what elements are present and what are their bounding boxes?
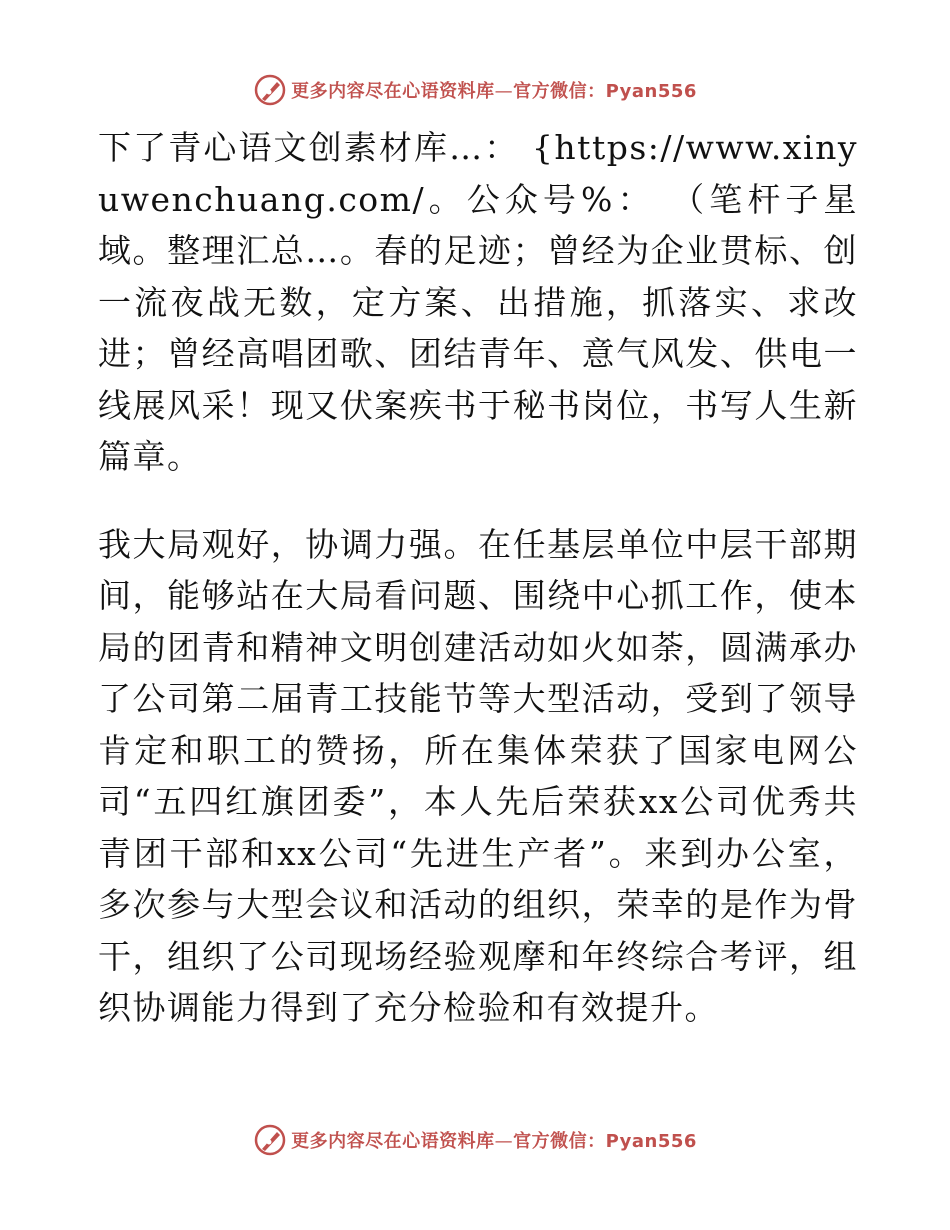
- header-watermark-banner: [0, 72, 950, 108]
- banner-wechat-label: 官方微信：: [513, 81, 606, 102]
- pen-logo-icon: [253, 1123, 287, 1157]
- document-body: [98, 122, 858, 1034]
- banner-handle: Pyan556: [605, 1131, 697, 1152]
- banner-handle: Pyan556: [605, 81, 697, 102]
- footer-watermark-banner: [0, 1122, 950, 1158]
- banner-main-text: 更多内容尽在心语资料库: [291, 1131, 495, 1152]
- paragraph-1: 下了青心语文创素材库…： {https://www.xinyuwenchuang.com/。公众号%： （笔杆子星域。整理汇总…。春的足迹；曾经为企业贯标、创一流夜战无数，定方案、出措施，抓落实、求改进；曾经高唱团歌、团结青年、意气风发、供电一线展风采！现又伏案疾书于秘书岗位，书写人生新篇章。: [98, 128, 858, 476]
- banner-wechat-label: 官方微信：: [513, 1131, 606, 1152]
- banner-separator: —: [494, 1131, 514, 1152]
- banner-text: [291, 77, 697, 103]
- pen-logo-icon: [253, 73, 287, 107]
- banner-separator: —: [494, 81, 514, 102]
- banner-main-text: 更多内容尽在心语资料库: [291, 81, 495, 102]
- paragraph-2: 我大局观好，协调力强。在任基层单位中层干部期间，能够站在大局看问题、围绕中心抓工作，使本局的团青和精神文明创建活动如火如荼，圆满承办了公司第二届青工技能节等大型活动，受到了领导肯定和职工的赞扬，所在集体荣获了国家电网公司“五四红旗团委”，本人先后荣获xx公司优秀共青团干部和xx公司“先进生产者”。来到办公室，多次参与大型会议和活动的组织，荣幸的是作为骨干，组织了公司现场经验观摩和年终综合考评，组织协调能力得到了充分检验和有效提升。: [98, 524, 858, 1027]
- banner-text: [291, 1127, 697, 1153]
